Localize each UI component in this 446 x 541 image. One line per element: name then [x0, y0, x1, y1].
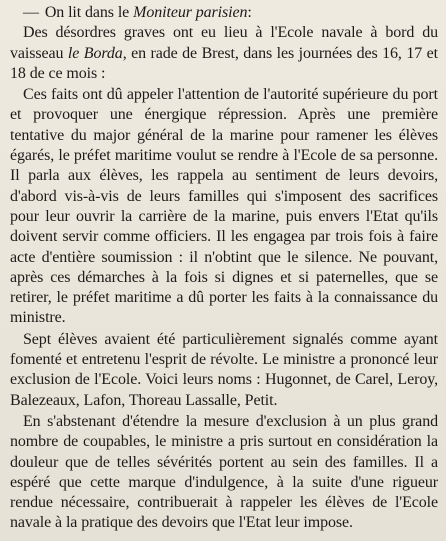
news-article: [10, 3, 438, 534]
source-title: Moniteur parisien: [133, 4, 248, 21]
ship-name: le Borda: [67, 44, 123, 62]
incident-text-after: , en rade de Brest, dans les journées des 16, 17 et 18 de ce mois :: [10, 44, 438, 82]
heading-dash: —: [23, 4, 39, 21]
article-heading: [10, 3, 438, 23]
paragraph-indulgence: En s'abstenant d'étendre la mesure d'exclusion à un plus grand nombre de coupables, le ministre a pris surtout en considération la douleur que de telles sévérités portent au sein des familles. Il a espéré que cette marque d'indulgence, à la suite d'une rigueur rendue nécessaire, contribuerait à rappeler les élèves de l'Ecole navale à la pratique des devoirs que l'Etat leur impose.: [10, 412, 438, 532]
incident-text-before: Des désordres graves ont eu lieu à l'Ecole navale à bord du vaisseau: [10, 24, 438, 62]
paragraph-expulsions: Sept élèves avaient été particulièrement signalés comme ayant fomenté et entretenu l'esprit de révolte. Le ministre a prononcé leur exclusion de l'Ecole. Voici leurs noms : Hugonnet, de Carel, Leroy, Balezeaux, Lafon, Thoreau Lassalle, Petit.: [10, 330, 438, 409]
paragraph-incident: [10, 23, 438, 84]
heading-lead: On lit dans le: [44, 4, 130, 21]
paragraph-response: Ces faits ont dû appeler l'attention de l'autorité supérieure du port et provoquer une énergique répression. Après une première tentative du major général de la marine pour ramener les élèves égarés, le préfet maritime voulut se rendre à l'Ecole de sa personne. Il parla aux élèves, les rappela au sentiment de leurs devoirs, d'abord vis-à-vis de leurs familles qui s'imposent des sacrifices pour leur ouvrir la carrière de la marine, puis envers l'Etat qu'ils doivent servir comme officiers. Il les engagea par trois fois à faire acte d'entière soumission : il n'obtint que le silence. Ne pouvant, après ces démarches à la fois si dignes et si paternelles, que se retirer, le préfet maritime a dû porter les faits à la connaissance du ministre.: [10, 86, 438, 327]
heading-colon: :: [247, 4, 252, 21]
